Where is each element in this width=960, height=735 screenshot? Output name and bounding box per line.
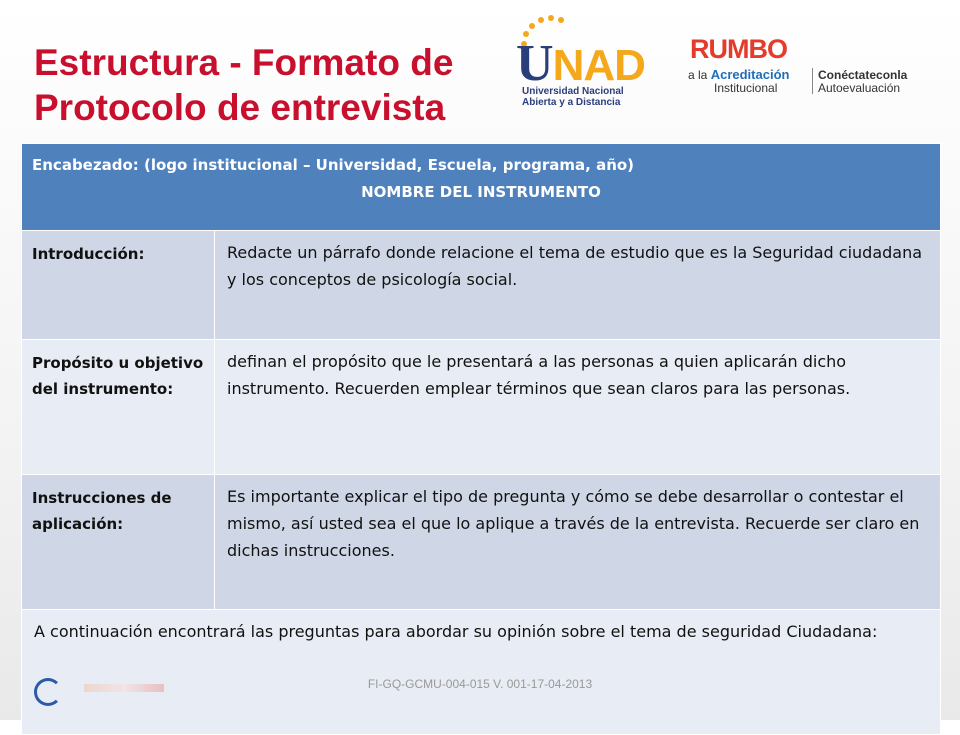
row-label: Propósito u objetivo del instrumento: [22, 340, 215, 475]
protocol-table [21, 143, 941, 735]
rumbo-side-line1: Conéctateconla [818, 68, 908, 82]
table-row [22, 340, 941, 475]
rumbo-line1-bold: Acreditación [710, 67, 790, 82]
slide-title-line1: Estructura - Formato de [34, 42, 454, 83]
row-label: Instrucciones de aplicación: [22, 475, 215, 610]
footer-row-text: A continuación encontrará las preguntas para abordar su opinión sobre el tema de seguridad Ciudadana: [22, 610, 941, 735]
table-row [22, 231, 941, 340]
header-instrument-name: NOMBRE DEL INSTRUMENTO [361, 183, 601, 201]
slide-title-line2: Protocolo de entrevista [34, 87, 446, 128]
unad-subtitle-line1: Universidad Nacional [522, 86, 624, 97]
row-text: definan el propósito que le presentará a las personas a quien aplicarán dicho instrumento. Recuerden emplear términos que sean claros para las personas. [215, 340, 941, 475]
table-header-cell [22, 144, 941, 231]
row-text: Es importante explicar el tipo de pregunta y cómo se debe desarrollar o contestar el mismo, así usted sea el que lo aplique a través de la entrevista. Recuerde ser claro en dichas instrucciones. [215, 475, 941, 610]
rumbo-logo [684, 34, 934, 104]
rumbo-wordmark: RUMBO [690, 34, 787, 64]
unad-subtitle [522, 86, 624, 108]
table-header-row [22, 144, 941, 231]
unad-wordmark-u: U [516, 35, 553, 92]
row-text: Redacte un párrafo donde relacione el tema de estudio que es la Seguridad ciudadana y los conceptos de psicología social. [215, 231, 941, 340]
rumbo-line2: Institucional [714, 81, 778, 95]
rumbo-line1 [688, 67, 789, 82]
row-label: Introducción: [22, 231, 215, 340]
unad-wordmark-nad: NAD [552, 41, 645, 90]
unad-logo [516, 14, 666, 110]
table-footer-row [22, 610, 941, 735]
document-code: FI-GQ-GCMU-004-015 V. 001-17-04-2013 [367, 677, 593, 691]
rumbo-side-line2: Autoevaluación [818, 81, 901, 95]
slide-title [34, 40, 453, 130]
unad-wordmark [516, 35, 645, 92]
header-encabezado: Encabezado: (logo institucional – Universidad, Escuela, programa, año) [32, 156, 635, 174]
rumbo-line1-prefix: a la [688, 68, 708, 82]
unad-subtitle-line2: Abierta y a Distancia [522, 97, 621, 108]
rumbo-divider [812, 68, 813, 94]
table-row [22, 475, 941, 610]
